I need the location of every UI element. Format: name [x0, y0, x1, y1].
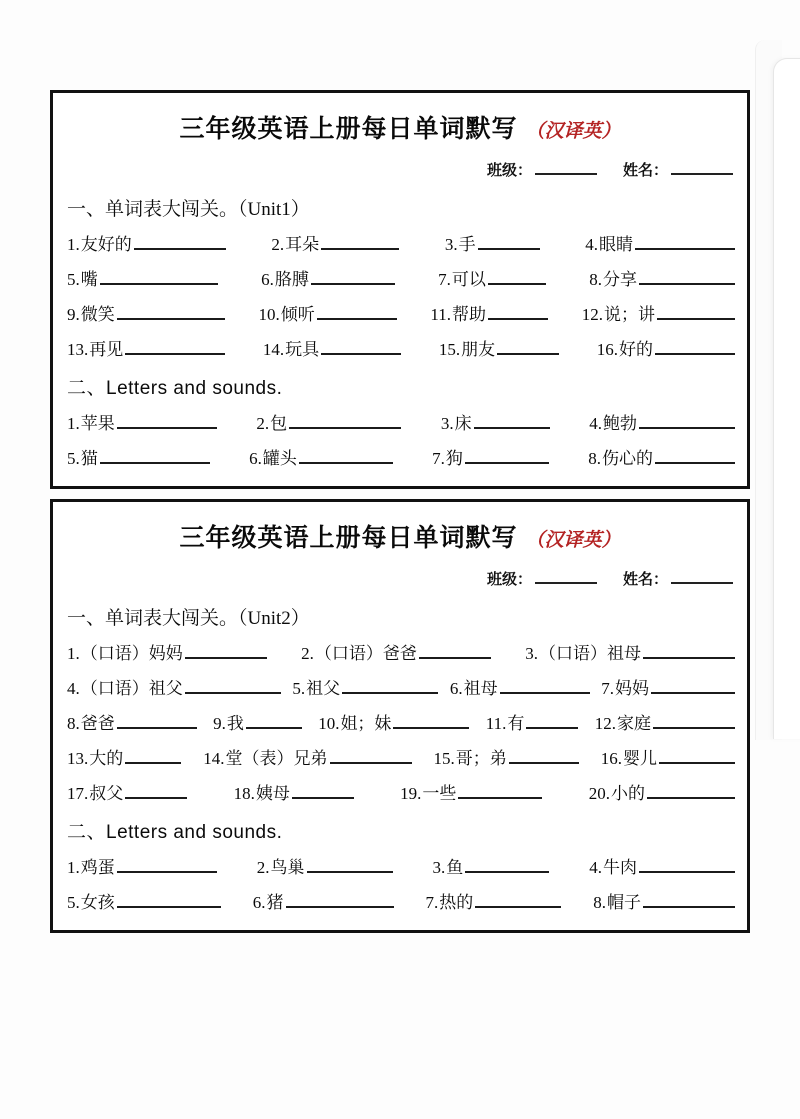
word-number: 6. — [261, 270, 274, 289]
word-item — [441, 409, 550, 434]
word-item — [582, 300, 735, 325]
answer-blank[interactable] — [500, 678, 590, 694]
answer-blank[interactable] — [117, 857, 217, 873]
word-item — [203, 744, 411, 769]
word-item — [249, 444, 393, 469]
word-number: 13. — [67, 749, 89, 768]
answer-blank[interactable] — [659, 748, 735, 764]
word-prompt: （口语）祖母 — [539, 644, 641, 663]
answer-blank[interactable] — [526, 713, 578, 729]
word-item — [601, 674, 735, 699]
answer-blank[interactable] — [643, 643, 735, 659]
word-prompt: 分享 — [602, 270, 637, 289]
name-field-blank[interactable] — [671, 160, 733, 175]
word-number: 12. — [581, 305, 603, 324]
word-item — [67, 639, 267, 664]
word-number: 6. — [249, 449, 262, 468]
word-prompt: 包 — [270, 414, 288, 433]
word-prompt: （口语）祖父 — [80, 679, 183, 698]
answer-blank[interactable] — [330, 748, 412, 764]
answer-blank[interactable] — [393, 713, 469, 729]
word-number: 5. — [67, 893, 80, 912]
answer-blank[interactable] — [657, 304, 735, 320]
word-number: 16. — [600, 749, 622, 768]
word-prompt: 一些 — [422, 784, 457, 803]
sheet-title-row — [65, 103, 735, 147]
word-prompt: 鱼 — [446, 858, 464, 877]
word-number: 10. — [318, 714, 340, 733]
word-item — [434, 744, 579, 769]
word-number: 1. — [67, 644, 80, 663]
word-number: 12. — [594, 714, 616, 733]
name-field-blank[interactable] — [671, 569, 733, 584]
word-number: 13. — [67, 340, 89, 359]
word-prompt: 狗 — [445, 449, 463, 468]
word-prompt: 苹果 — [80, 414, 115, 433]
word-number: 17. — [67, 784, 89, 803]
word-row — [65, 330, 735, 365]
word-prompt: 有 — [507, 714, 525, 733]
word-item — [256, 409, 401, 434]
word-number: 1. — [67, 235, 80, 254]
word-item — [67, 744, 181, 769]
word-prompt: 叔父 — [89, 784, 124, 803]
answer-blank[interactable] — [488, 304, 548, 320]
worksheet-sheet — [50, 90, 750, 489]
word-number: 14. — [203, 749, 225, 768]
answer-blank[interactable] — [653, 713, 735, 729]
word-prompt: （口语）爸爸 — [314, 644, 417, 663]
word-row — [65, 404, 735, 439]
word-item — [67, 335, 225, 360]
section-heading: 二、Letters and sounds. — [67, 822, 283, 843]
answer-blank[interactable] — [635, 234, 735, 250]
word-prompt: 猫 — [80, 449, 98, 468]
answer-blank[interactable] — [185, 643, 267, 659]
word-item — [589, 853, 735, 878]
word-number: 4. — [589, 858, 602, 877]
word-item — [67, 674, 281, 699]
word-row — [65, 774, 735, 809]
answer-blank[interactable] — [311, 269, 395, 285]
section-heading: 一、单词表大闯关。（Unit1） — [67, 199, 310, 220]
name-field-label: 姓名： — [622, 572, 668, 588]
word-number: 2. — [256, 858, 270, 877]
answer-blank[interactable] — [100, 448, 210, 464]
background-card-edge — [773, 58, 800, 739]
word-number: 6. — [252, 893, 266, 912]
word-item — [258, 300, 396, 325]
word-item — [439, 335, 559, 360]
word-item — [67, 779, 187, 804]
word-item — [597, 335, 735, 360]
word-prompt: （口语）妈妈 — [80, 644, 183, 663]
word-number: 20. — [588, 784, 610, 803]
answer-blank[interactable] — [321, 339, 401, 355]
answer-blank[interactable] — [246, 713, 302, 729]
class-field-label: 班级： — [486, 572, 532, 588]
word-item — [589, 409, 735, 434]
word-number: 8. — [589, 270, 602, 289]
word-prompt: 牛肉 — [603, 858, 637, 877]
answer-blank[interactable] — [299, 448, 393, 464]
answer-blank[interactable] — [465, 857, 549, 873]
answer-blank[interactable] — [639, 413, 735, 429]
class-field-blank[interactable] — [535, 569, 597, 584]
word-number: 5. — [67, 270, 80, 289]
word-number: 18. — [233, 784, 255, 803]
word-prompt: 祖母 — [463, 679, 498, 698]
name-field-label: 姓名： — [622, 163, 668, 179]
word-number: 14. — [262, 340, 285, 359]
word-number: 9. — [213, 714, 226, 733]
word-item — [67, 709, 197, 734]
answer-blank[interactable] — [639, 857, 735, 873]
answer-blank[interactable] — [125, 748, 181, 764]
answer-blank[interactable] — [289, 413, 401, 429]
word-number: 7. — [438, 270, 451, 289]
sheet-title: 三年级英语上册每日单词默写 — [179, 116, 518, 143]
word-prompt: 姐；妹 — [340, 714, 392, 733]
word-item — [67, 888, 221, 913]
section-heading: 一、单词表大闯关。（Unit2） — [67, 608, 310, 629]
answer-blank[interactable] — [655, 339, 735, 355]
word-prompt: 大的 — [89, 749, 124, 768]
answer-blank[interactable] — [647, 783, 735, 799]
word-item — [67, 300, 225, 325]
word-number: 3. — [444, 235, 458, 254]
word-prompt: 婴儿 — [623, 749, 657, 768]
word-row — [65, 883, 735, 918]
answer-blank[interactable] — [478, 234, 540, 250]
word-prompt: 伤心的 — [601, 449, 653, 468]
word-prompt: 手 — [458, 235, 476, 254]
word-prompt: 说；讲 — [603, 305, 655, 324]
word-item — [261, 265, 395, 290]
word-number: 16. — [596, 340, 619, 359]
word-prompt: 小的 — [610, 784, 645, 803]
answer-blank[interactable] — [509, 748, 579, 764]
answer-blank[interactable] — [651, 678, 735, 694]
word-number: 1. — [67, 858, 80, 877]
word-item — [301, 639, 491, 664]
word-number: 4. — [585, 235, 599, 254]
word-number: 15. — [438, 340, 461, 359]
word-prompt: 罐头 — [262, 449, 297, 468]
answer-blank[interactable] — [458, 783, 542, 799]
word-number: 5. — [292, 679, 306, 698]
word-prompt: 帽子 — [607, 893, 641, 912]
word-item — [601, 744, 735, 769]
word-row — [65, 295, 735, 330]
word-item — [426, 888, 562, 913]
answer-blank[interactable] — [117, 892, 221, 908]
word-prompt: 祖父 — [306, 679, 341, 698]
word-number: 4. — [67, 679, 80, 698]
word-item — [400, 779, 542, 804]
word-item — [433, 853, 550, 878]
word-number: 2. — [301, 644, 314, 663]
sheet-title-annotation: （汉译英） — [525, 530, 621, 551]
answer-blank[interactable] — [100, 269, 218, 285]
word-prompt: 热的 — [439, 893, 474, 912]
word-prompt: 好的 — [619, 340, 654, 359]
word-prompt: 胳膊 — [274, 270, 309, 289]
word-item — [67, 853, 217, 878]
word-item — [257, 853, 393, 878]
word-number: 1. — [67, 414, 80, 433]
word-number: 3. — [440, 414, 454, 433]
answer-blank[interactable] — [655, 448, 735, 464]
word-item — [450, 674, 590, 699]
class-field — [487, 568, 597, 589]
word-row — [65, 669, 735, 704]
word-row — [65, 439, 735, 474]
word-prompt: 妈妈 — [615, 679, 650, 698]
word-item — [593, 888, 735, 913]
word-prompt: 鸟巢 — [270, 858, 305, 877]
word-prompt: 微笑 — [80, 305, 115, 324]
worksheet-sheet — [50, 499, 750, 933]
word-prompt: 姨母 — [255, 784, 290, 803]
answer-blank[interactable] — [488, 269, 546, 285]
answer-blank[interactable] — [185, 678, 281, 694]
answer-blank[interactable] — [134, 234, 226, 250]
word-prompt: 玩具 — [285, 340, 320, 359]
answer-blank[interactable] — [643, 892, 735, 908]
word-prompt: 我 — [226, 714, 244, 733]
word-prompt: 鸡蛋 — [80, 858, 115, 877]
word-number: 11. — [485, 714, 507, 733]
answer-blank[interactable] — [475, 892, 561, 908]
word-item — [525, 639, 735, 664]
word-item — [292, 674, 438, 699]
name-field — [623, 568, 733, 589]
word-item — [432, 444, 549, 469]
word-prompt: 爸爸 — [80, 714, 115, 733]
answer-blank[interactable] — [117, 413, 217, 429]
word-number: 2. — [256, 414, 270, 433]
word-item — [271, 230, 399, 255]
word-prompt: 再见 — [89, 340, 124, 359]
word-number: 7. — [601, 679, 615, 698]
word-item — [253, 888, 394, 913]
class-field-label: 班级： — [486, 163, 532, 179]
word-item — [263, 335, 401, 360]
word-prompt: 倾听 — [280, 305, 315, 324]
word-item — [585, 230, 735, 255]
word-prompt: 堂（表）兄弟 — [225, 749, 328, 768]
word-number: 8. — [593, 893, 606, 912]
word-prompt: 女孩 — [80, 893, 115, 912]
class-field-blank[interactable] — [535, 160, 597, 175]
word-number: 8. — [67, 714, 80, 733]
word-prompt: 可以 — [451, 270, 486, 289]
sheet-title-row — [65, 512, 735, 556]
worksheet-stack — [50, 90, 750, 943]
class-field — [487, 159, 597, 180]
answer-blank[interactable] — [125, 339, 225, 355]
word-number: 7. — [432, 449, 445, 468]
word-item — [234, 779, 354, 804]
answer-blank[interactable] — [419, 643, 491, 659]
word-prompt: 嘴 — [80, 270, 98, 289]
word-number: 11. — [430, 305, 452, 324]
word-number: 6. — [449, 679, 463, 698]
section-heading: 二、Letters and sounds. — [67, 378, 283, 399]
word-prompt: 朋友 — [461, 340, 496, 359]
word-item — [588, 444, 735, 469]
word-prompt: 眼睛 — [599, 235, 634, 254]
answer-blank[interactable] — [474, 413, 550, 429]
answer-blank[interactable] — [286, 892, 394, 908]
word-item — [595, 709, 735, 734]
word-item — [213, 709, 302, 734]
word-prompt: 哥；弟 — [455, 749, 507, 768]
answer-blank[interactable] — [117, 713, 197, 729]
word-item — [438, 265, 546, 290]
word-item — [67, 444, 210, 469]
word-row — [65, 704, 735, 739]
answer-blank[interactable] — [639, 269, 735, 285]
word-number: 10. — [258, 305, 280, 324]
answer-blank[interactable] — [321, 234, 399, 250]
word-prompt: 鲍勃 — [603, 414, 638, 433]
word-item — [430, 300, 548, 325]
word-row — [65, 260, 735, 295]
sheet-title: 三年级英语上册每日单词默写 — [179, 525, 518, 552]
word-item — [445, 230, 540, 255]
word-item — [318, 709, 469, 734]
answer-blank[interactable] — [342, 678, 438, 694]
word-number: 2. — [271, 235, 285, 254]
word-number: 9. — [67, 305, 80, 324]
word-prompt: 家庭 — [617, 714, 651, 733]
word-prompt: 猪 — [266, 893, 284, 912]
sheet-meta-row — [65, 556, 735, 595]
word-item — [486, 709, 579, 734]
answer-blank[interactable] — [497, 339, 559, 355]
word-item — [67, 230, 226, 255]
answer-blank[interactable] — [117, 304, 225, 320]
word-number: 3. — [432, 858, 446, 877]
word-prompt: 友好的 — [80, 235, 132, 254]
sheet-meta-row — [65, 147, 735, 186]
word-number: 5. — [67, 449, 80, 468]
word-row — [65, 634, 735, 669]
word-item — [67, 265, 218, 290]
answer-blank[interactable] — [307, 857, 393, 873]
word-number: 4. — [589, 414, 603, 433]
word-item — [589, 265, 735, 290]
word-number: 3. — [525, 644, 538, 663]
word-item — [67, 409, 217, 434]
answer-blank[interactable] — [292, 783, 354, 799]
answer-blank[interactable] — [125, 783, 187, 799]
word-row — [65, 225, 735, 260]
word-prompt: 床 — [454, 414, 472, 433]
word-number: 15. — [433, 749, 455, 768]
name-field — [623, 159, 733, 180]
word-row — [65, 739, 735, 774]
word-number: 7. — [425, 893, 439, 912]
word-prompt: 耳朵 — [285, 235, 320, 254]
answer-blank[interactable] — [465, 448, 549, 464]
word-number: 8. — [588, 449, 601, 468]
answer-blank[interactable] — [317, 304, 397, 320]
word-prompt: 帮助 — [452, 305, 487, 324]
sheet-title-annotation: （汉译英） — [525, 121, 621, 142]
word-number: 19. — [400, 784, 422, 803]
word-item — [589, 779, 735, 804]
word-row — [65, 848, 735, 883]
